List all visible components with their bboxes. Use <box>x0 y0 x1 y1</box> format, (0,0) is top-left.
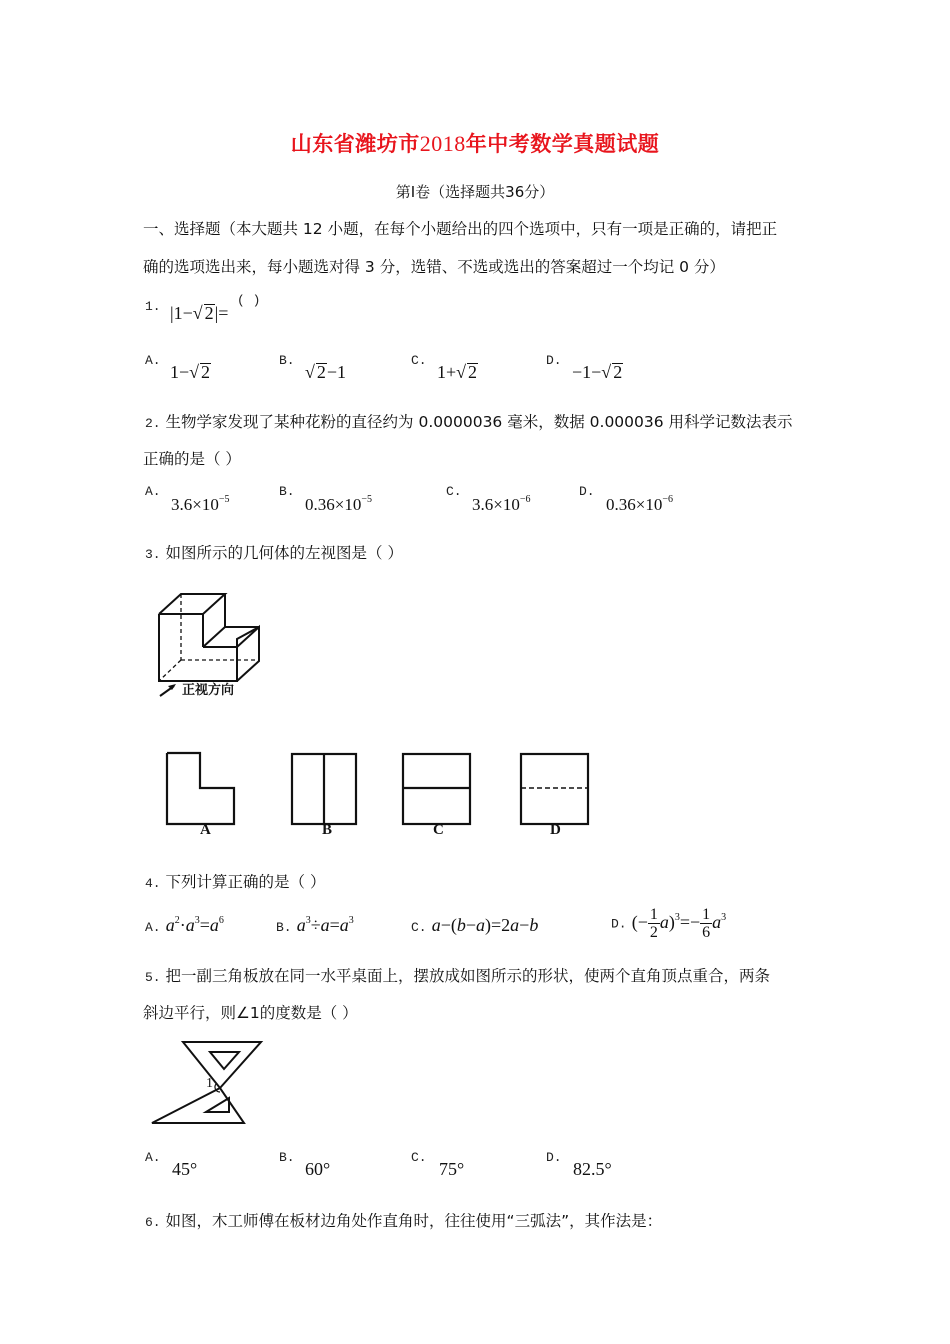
section-instructions-line1: 一、选择题（本大题共 12 小题，在每个小题给出的四个选项中，只有一项是正确的，请把正 <box>143 220 778 238</box>
q2-a-exp: −5 <box>218 494 230 505</box>
q2-d-exp: −6 <box>662 494 673 505</box>
q2-b-exp: −5 <box>361 494 372 505</box>
q2-option-d[interactable] <box>606 494 673 515</box>
q2-b-mantissa: 0.36×10 <box>305 495 362 514</box>
q3-option-b-figure <box>292 754 356 824</box>
q3-stem: 如图所示的几何体的左视图是（ ） <box>165 544 403 562</box>
q1-option-b-label: B. <box>279 353 295 368</box>
q2-option-a-label: A. <box>145 484 161 499</box>
question-number: 3. <box>145 547 161 562</box>
q5-angle-label: 1 <box>206 1076 213 1091</box>
q2-c-mantissa: 3.6×10 <box>472 495 520 514</box>
q2-option-c[interactable] <box>472 494 530 515</box>
q2-option-b[interactable] <box>305 494 372 515</box>
q2-option-c-label: C. <box>446 484 462 499</box>
q2-stem-line1: 生物学家发现了某种花粉的直径约为 0.0000036 毫米，数据 0.000036 用科学记数法表示 <box>165 413 793 431</box>
q4-options-row <box>145 915 224 936</box>
q4-option-c[interactable]: a−(b−a)=2a−b <box>431 915 539 935</box>
q5-option-a[interactable]: 45° <box>172 1159 198 1179</box>
q3-option-a-figure <box>167 753 234 824</box>
q1-option-b[interactable]: √ 2−1 <box>305 362 347 382</box>
q3-view-direction-caption: 正视方向 <box>182 683 235 698</box>
q2-d-mantissa: 0.36×10 <box>606 495 663 514</box>
section-subtitle: 第Ⅰ卷（选择题共36分） <box>395 183 555 201</box>
q4-option-b[interactable]: $a^3\div a=a^3$ <box>296 915 354 935</box>
q5-option-a-label: A. <box>145 1150 161 1165</box>
q4-option-b-label: B. <box>276 920 292 935</box>
q3-option-d-caption[interactable]: D <box>550 822 561 838</box>
q2-c-exp: −6 <box>519 494 531 505</box>
q4-option-a[interactable]: $a^2\cdot a^3=a^6$ <box>165 915 224 935</box>
question-number: 4. <box>145 876 161 891</box>
q1-option-c-label: C. <box>411 353 427 368</box>
q1-stem-expression: |1−√ 2|= <box>170 303 229 323</box>
title-part1: 山东省潍坊市 <box>290 132 420 156</box>
q5-option-d-label: D. <box>546 1150 562 1165</box>
q3-option-b-caption[interactable]: B <box>322 822 333 838</box>
question-6 <box>145 1209 662 1231</box>
q1-option-c[interactable]: 1+√ 2 <box>437 362 478 382</box>
q3-option-a-caption[interactable]: A <box>200 822 211 838</box>
q5-option-c-label: C. <box>411 1150 427 1165</box>
q4-option-d[interactable]: (− $\frac{1}{2}$ a)$^3$=− $\frac{1}{6}$ $a^3$ <box>631 906 727 941</box>
q3-option-c-figure <box>403 754 470 824</box>
q5-option-b[interactable]: 60° <box>305 1159 331 1179</box>
title-part2: 年中考数学真题试题 <box>465 132 660 156</box>
q1-option-d[interactable]: −1−√ 2 <box>572 362 623 382</box>
q4-stem: 下列计算正确的是（ ） <box>165 873 326 891</box>
question-4 <box>145 870 325 892</box>
q4-option-c-label: C. <box>411 920 427 935</box>
q5-stem-line2: 斜边平行，则∠1的度数是（ ） <box>143 1004 358 1022</box>
q1-answer-paren: ( ) <box>237 293 261 308</box>
question-number: 2. <box>145 416 161 431</box>
question-number: 1. <box>145 299 161 314</box>
q6-stem: 如图，木工师傅在板材边角处作直角时，往往使用“三弧法”，其作法是： <box>165 1212 663 1230</box>
q2-option-b-label: B. <box>279 484 295 499</box>
q1-option-d-label: D. <box>546 353 562 368</box>
section-instructions-line2: 确的选项选出来，每小题选对得 3 分，选错、不选或选出的答案超过一个均记 0 分） <box>143 258 725 276</box>
q5-triangle-boards-figure <box>148 1038 268 1130</box>
q2-option-a[interactable] <box>171 494 229 515</box>
q4-option-c-wrap <box>411 915 538 936</box>
question-3 <box>145 541 403 563</box>
q2-option-d-label: D. <box>579 484 595 499</box>
question-5 <box>145 964 770 986</box>
q1-option-a-label: A. <box>145 353 161 368</box>
title-year: 2018 <box>419 131 466 156</box>
question-2 <box>145 410 793 432</box>
q3-option-d-figure <box>521 754 588 824</box>
q4-option-d-label: D. <box>611 916 627 932</box>
q1-option-a[interactable]: 1−√ 2 <box>170 362 211 382</box>
document-title <box>0 128 950 158</box>
q2-a-mantissa: 3.6×10 <box>171 495 219 514</box>
question-number: 5. <box>145 970 161 985</box>
q4-option-d-wrap <box>611 906 726 941</box>
question-1 <box>145 295 161 314</box>
q5-option-b-label: B. <box>279 1150 295 1165</box>
q5-option-c[interactable]: 75° <box>439 1159 465 1179</box>
q4-option-b-wrap <box>276 915 354 936</box>
q5-stem-line1: 把一副三角板放在同一水平桌面上，摆放成如图所示的形状，使两个直角顶点重合，两条 <box>165 967 771 985</box>
q5-option-d[interactable]: 82.5° <box>573 1159 612 1179</box>
q4-option-a-label: A. <box>145 920 161 935</box>
q3-option-c-caption[interactable]: C <box>433 822 444 838</box>
question-number: 6. <box>145 1215 161 1230</box>
q2-stem-line2: 正确的是（ ） <box>143 450 241 468</box>
